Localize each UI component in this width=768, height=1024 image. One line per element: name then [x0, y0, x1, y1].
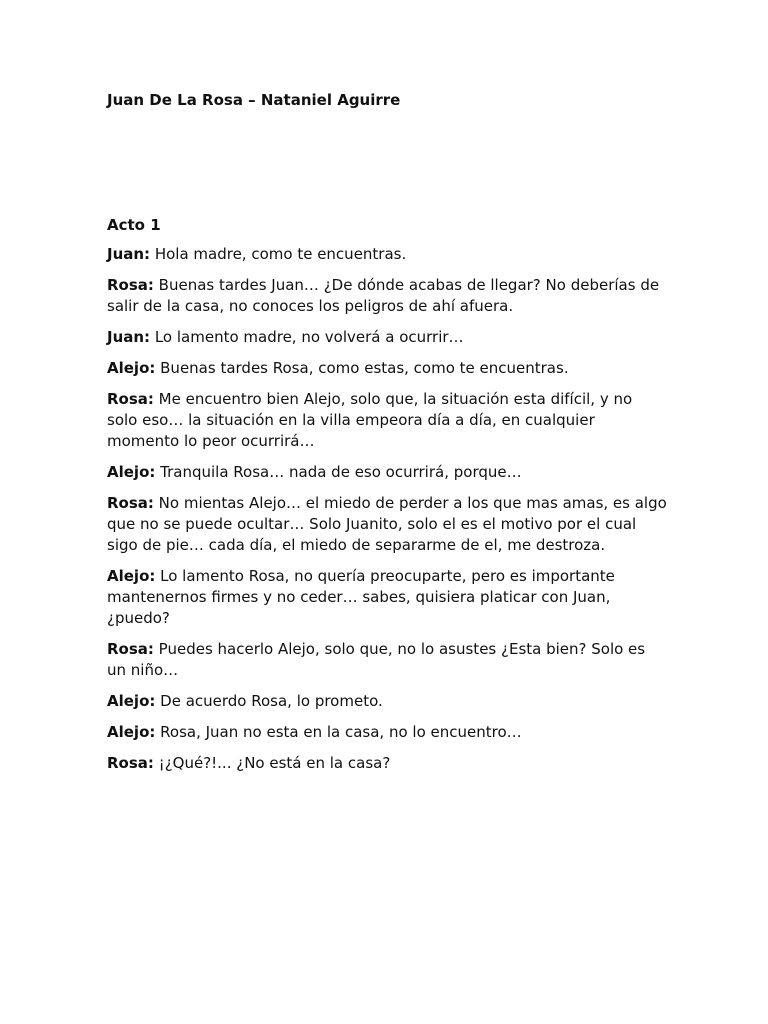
speaker-name: Alejo: — [107, 463, 156, 481]
line-text: Rosa, Juan no esta en la casa, no lo encuentro… — [155, 723, 522, 741]
document-page — [107, 90, 667, 784]
dialogue-line — [107, 462, 667, 483]
dialogue-line — [107, 566, 667, 629]
dialogue-line — [107, 358, 667, 379]
dialogue-line — [107, 722, 667, 743]
line-text: Hola madre, como te encuentras. — [150, 245, 407, 263]
dialogue-line — [107, 639, 667, 681]
dialogue-line — [107, 327, 667, 348]
speaker-name: Alejo: — [107, 723, 156, 741]
speaker-name: Alejo: — [107, 567, 156, 585]
line-text: No mientas Alejo… el miedo de perder a los que mas amas, es algo que no se puede ocultar… Solo Juanito, solo el es el motivo por el cual sigo de pie… cada día, el miedo de separarme de el, me destroza. — [107, 494, 667, 554]
document-title: Juan De La Rosa – Nataniel Aguirre — [107, 91, 401, 109]
line-text: Buenas tardes Juan… ¿De dónde acabas de llegar? No deberías de salir de la casa, no conoces los peligros de ahí afuera. — [107, 276, 660, 315]
line-text: Lo lamento Rosa, no quería preocuparte, pero es importante mantenernos firmes y no ceder… sabes, quisiera platicar con Juan, ¿puedo? — [107, 567, 615, 627]
speaker-name: Alejo: — [107, 359, 156, 377]
line-text: Lo lamento madre, no volverá a ocurrir… — [150, 328, 464, 346]
speaker-name: Alejo: — [107, 692, 156, 710]
speaker-name: Juan: — [107, 328, 151, 346]
speaker-name: Rosa: — [107, 494, 154, 512]
dialogue-line — [107, 753, 667, 774]
dialogue-line — [107, 244, 667, 265]
dialogue-line — [107, 493, 667, 556]
line-text: Me encuentro bien Alejo, solo que, la situación esta difícil, y no solo eso… la situación en la villa empeora día a día, en cualquier momento lo peor ocurrirá… — [107, 390, 633, 450]
speaker-name: Juan: — [107, 245, 151, 263]
line-text: Tranquila Rosa… nada de eso ocurrirá, porque… — [155, 463, 522, 481]
speaker-name: Rosa: — [107, 276, 154, 294]
line-text: Buenas tardes Rosa, como estas, como te encuentras. — [155, 359, 569, 377]
line-text: ¡¿Qué?!... ¿No está en la casa? — [153, 754, 391, 772]
act-heading: Acto 1 — [107, 216, 161, 234]
line-text: De acuerdo Rosa, lo prometo. — [155, 692, 383, 710]
dialogue-line — [107, 691, 667, 712]
line-text: Puedes hacerlo Alejo, solo que, no lo asustes ¿Esta bien? Solo es un niño… — [107, 640, 646, 679]
speaker-name: Rosa: — [107, 640, 154, 658]
dialogue-line — [107, 275, 667, 317]
speaker-name: Rosa: — [107, 754, 154, 772]
speaker-name: Rosa: — [107, 390, 154, 408]
dialogue — [107, 244, 667, 774]
dialogue-line — [107, 389, 667, 452]
